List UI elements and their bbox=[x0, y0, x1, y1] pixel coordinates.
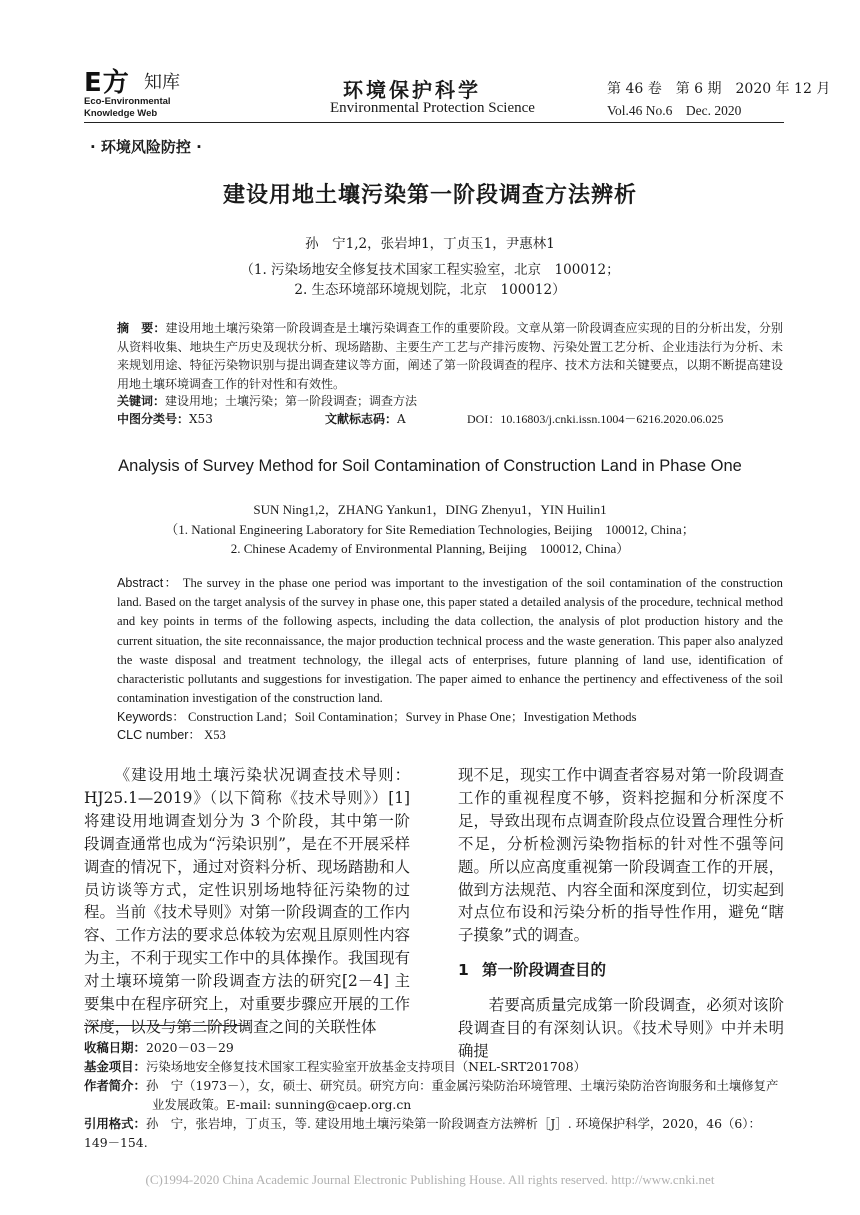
keywords-en-text: Construction Land；Soil Contamination；Survey in Phase One；Investigation Methods bbox=[188, 710, 637, 724]
abstract-cn-text: 建设用地土壤污染第一阶段调查是土壤污染调查工作的重要阶段。文章从第一阶段调查应实现的目的分析出发，分别从资料收集、地块生产历史及现状分析、现场踏勘、主要生产工艺与产排污废物、污染处置工艺分析、企业违法行为分析、未来规划用途、特征污染物识别与提出调查建议等方面，阐述了第一阶段调查的程序、技术方法和关键要点，以期不断提高建设用地土壤环境调查工作的针对性和有效性。 bbox=[117, 321, 783, 391]
logo-cn-text: 知库 bbox=[144, 72, 180, 93]
author-text: 孙 宁（1973－），女，硕士、研究员。研究方向：重金属污染防治环境管理、土壤污染防治咨询服务和土壤修复产 bbox=[145, 1078, 779, 1093]
cite-text: 孙 宁，张岩坤，丁贞玉，等. 建设用地土壤污染第一阶段调查方法辨析［J］. 环境保护科学，2020，46（6）：149－154. bbox=[84, 1116, 761, 1150]
affiliation-en-2: 2. Chinese Academy of Environmental Planning, Beijing 100012, China） bbox=[230, 541, 630, 556]
publisher-logo bbox=[84, 62, 214, 122]
section1-paragraph: 若要高质量完成第一阶段调查，必须对该阶段调查目的有深刻认识。《技术导则》中并未明确提 bbox=[458, 996, 784, 1060]
column-tag: · 环境风险防控 · bbox=[90, 138, 202, 156]
affiliation-cn-2: 2. 生态环境部环境规划院，北京 100012） bbox=[294, 282, 566, 298]
authors-en: SUN Ning1,2，ZHANG Yankun1，DING Zhenyu1，YIN Huilin1 bbox=[253, 502, 607, 517]
clc-en-label: CLC number： bbox=[117, 728, 201, 742]
logo-mark: E方 bbox=[84, 68, 130, 98]
intro-paragraph: 《建设用地土壤污染状况调查技术导则：HJ25.1—2019》（以下简称《技术导则》）[1] 将建设用地调查划分为 3 个阶段，其中第一阶段调查通常也成为“污染识别”，是在不开展采样调查的情况下，通过对资料分析、现场踏勘和人员访谈等方式，定性识别场地特征污染物的过程。当前《技术导则》对第一阶段调查的工作内容、工作方法的要求总体较为宏观且原则性内容为主，不利于现实工作中的具体操作。我国现有对土壤环境第一阶段调查方法的研究[2－4] 主要集中在程序研究上，对重要步骤应开展的工作深度，以及与第二阶段调查之间的关联性体 bbox=[84, 766, 410, 1036]
keywords-en-label: Keywords： bbox=[117, 710, 185, 724]
doc-code-value: A bbox=[397, 412, 406, 426]
footnote-author bbox=[84, 1076, 784, 1095]
article-title-en: Analysis of Survey Method for Soil Contamination of Construction Land in Phase One bbox=[118, 457, 742, 475]
footnote-received bbox=[84, 1038, 784, 1057]
cite-label: 引用格式： bbox=[84, 1116, 146, 1131]
affiliation-en-1: （1. National Engineering Laboratory for Site Remediation Technologies, Beijing 100012, China； bbox=[165, 522, 695, 537]
section-number: 1 bbox=[458, 961, 469, 980]
body-column-left bbox=[84, 764, 410, 1039]
keywords-cn-label: 关键词： bbox=[117, 394, 166, 408]
article-title-cn: 建设用地土壤污染第一阶段调查方法辨析 bbox=[222, 183, 637, 208]
abstract-en-text: The survey in the phase one period was important to the investigation of the soil contamination of the construction land. Based on the target analysis of the survey in phase one, this paper stated a detailed analysis of the procedure, technical method and key points in terms of the following aspects, including the data collection, the analysis of plot production history and the current situation, the site reconnaissance, the major production technical process and the waste generation. This paper also analyzed the waste disposal and treatment technology, the illegal acts of enterprises, future planning of land use, identification of characteristic pollutants and suggestions for investigation. The paper aimed to enhance the pertinency and effectiveness of the soil contamination investigation of the construction land. bbox=[117, 576, 783, 706]
issue-info-cn: 第 46 卷 第 6 期 2020 年 12 月 bbox=[607, 81, 831, 97]
affiliation-cn-1: （1. 污染场地安全修复技术国家工程实验室，北京 100012； bbox=[240, 262, 620, 278]
header-divider bbox=[84, 122, 784, 123]
logo-en-line1: Eco-Environmental bbox=[84, 96, 171, 107]
abstract-cn-label: 摘 要： bbox=[117, 321, 166, 335]
section-title: 第一阶段调查目的 bbox=[482, 961, 607, 980]
doc-code-cn bbox=[325, 410, 406, 427]
clc-cn-label: 中图分类号： bbox=[117, 412, 190, 426]
doc-code-label: 文献标志码： bbox=[325, 412, 398, 426]
fund-label: 基金项目： bbox=[84, 1059, 146, 1074]
clc-cn bbox=[117, 410, 213, 427]
logo-en-line2: Knowledge Web bbox=[84, 108, 158, 119]
journal-title-en: Environmental Protection Science bbox=[330, 100, 535, 116]
issue-info-en: Vol.46 No.6 Dec. 2020 bbox=[607, 103, 742, 118]
abstract-en bbox=[117, 574, 783, 708]
keywords-cn bbox=[117, 392, 417, 409]
clc-en-value: X53 bbox=[204, 728, 226, 742]
abstract-en-label: Abstract： bbox=[117, 576, 179, 590]
footnote-fund bbox=[84, 1057, 784, 1076]
keywords-en bbox=[117, 706, 636, 725]
author-label: 作者简介： bbox=[84, 1078, 146, 1093]
journal-title-cn: 环境保护科学 bbox=[343, 78, 481, 102]
authors-cn: 孙 宁1,2，张岩坤1，丁贞玉1，尹惠林1 bbox=[305, 236, 555, 252]
clc-cn-value: X53 bbox=[189, 412, 213, 426]
received-date: 2020－03－29 bbox=[145, 1040, 234, 1055]
footnote-citation bbox=[84, 1114, 784, 1152]
body-column-right bbox=[458, 764, 784, 1063]
intro-paragraph-continued: 现不足，现实工作中调查者容易对第一阶段调查工作的重视程度不够，资料挖掘和分析深度不足，导致出现布点调查阶段点位设置合理性分析不足，分析检测污染物指标的针对性不强等问题。所以应高度重视第一阶段调查工作的开展，做到方法规范、内容全面和深度到位，切实起到对点位布设和污染分析的指导性作用，避免“瞎子摸象”式的调查。 bbox=[458, 766, 784, 945]
footnote-author-continued: 业发展政策。E-mail: sunning@caep.org.cn bbox=[152, 1097, 412, 1112]
footnote-divider bbox=[84, 1025, 249, 1026]
received-label: 收稿日期： bbox=[84, 1040, 146, 1055]
doi[interactable]: DOI：10.16803/j.cnki.issn.1004－6216.2020.06.025 bbox=[467, 412, 724, 426]
abstract-cn bbox=[117, 319, 783, 395]
section-heading-1 bbox=[458, 959, 784, 982]
fund-text: 污染场地安全修复技术国家工程实验室开放基金支持项目（NEL-SRT201708） bbox=[145, 1059, 586, 1074]
keywords-cn-text: 建设用地；土壤污染；第一阶段调查；调查方法 bbox=[165, 394, 418, 408]
clc-en bbox=[117, 724, 226, 743]
copyright-watermark: (C)1994-2020 China Academic Journal Electronic Publishing House. All rights reserved. http://www.cnki.net bbox=[145, 1172, 715, 1187]
